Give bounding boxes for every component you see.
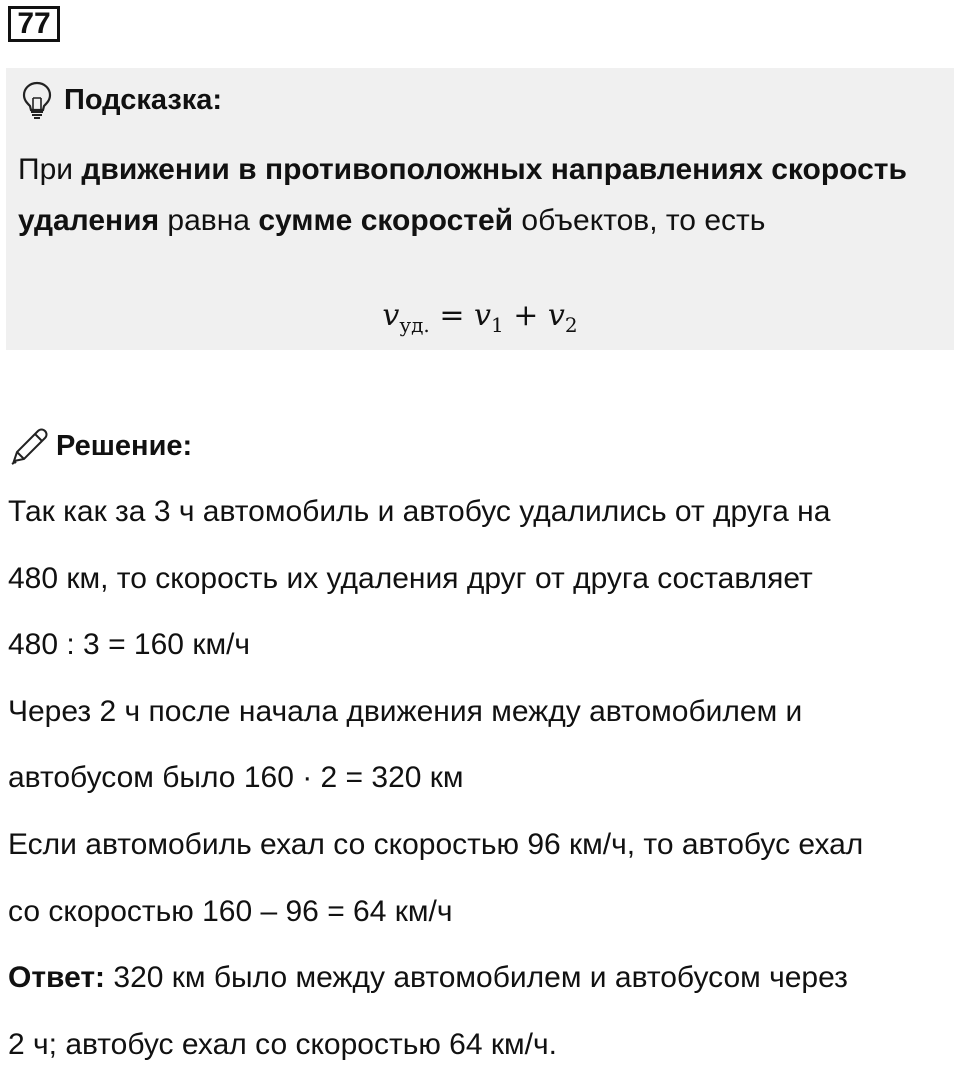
answer-line: 2 ч; автобус ехал со скоростью 64 км/ч.: [8, 1027, 557, 1061]
formula-sub: 1: [490, 313, 504, 337]
hint-box: [6, 68, 954, 350]
answer-label: Ответ:: [8, 961, 106, 995]
solution-line: Если автомобиль ехал со скоростью 96 км/ч, то автобус ехал: [8, 827, 864, 861]
hint-text-part: равна: [159, 204, 259, 237]
hint-bold-part: сумме скоростей: [258, 204, 514, 237]
hint-text-part: объектов, то есть: [513, 204, 766, 237]
hint-title: Подсказка:: [64, 83, 223, 116]
formula-sub: 2: [564, 313, 578, 337]
hint-text: [18, 144, 938, 246]
formula-sub: уд.: [399, 313, 430, 337]
lightbulb-icon: [20, 80, 54, 120]
solution-line: Так как за 3 ч автомобиль и автобус удалились от друга на: [8, 495, 831, 528]
formula-op: =: [429, 298, 475, 333]
formula: [6, 298, 954, 337]
solution-body: [8, 482, 953, 1081]
hint-header: [20, 80, 222, 120]
answer-text: 320 км было между автомобилем и автобусом через: [105, 961, 848, 995]
formula-var: v: [474, 298, 491, 333]
solution-line: со скоростью 160 – 96 = 64 км/ч: [8, 894, 453, 928]
formula-var: v: [382, 298, 400, 333]
formula-op: +: [503, 298, 548, 333]
answer-line: [8, 948, 953, 1015]
solution-line: Через 2 ч после начала движения между автомобилем и: [8, 694, 803, 728]
task-number: 77: [8, 6, 60, 42]
solution-line: 480 км, то скорость их удаления друг от друга составляет: [8, 561, 813, 595]
pencil-icon: [8, 425, 50, 467]
solution-line: 480 : 3 = 160 км/ч: [8, 628, 251, 662]
hint-bold-part: движении в противоположных направлениях скорость удаления: [18, 153, 907, 237]
solution-line: автобусом было 160 · 2 = 320 км: [8, 761, 464, 795]
formula-var: v: [547, 298, 565, 333]
solution-header: [8, 424, 192, 468]
hint-text-part: При: [18, 153, 82, 186]
solution-title: Решение:: [56, 429, 193, 462]
